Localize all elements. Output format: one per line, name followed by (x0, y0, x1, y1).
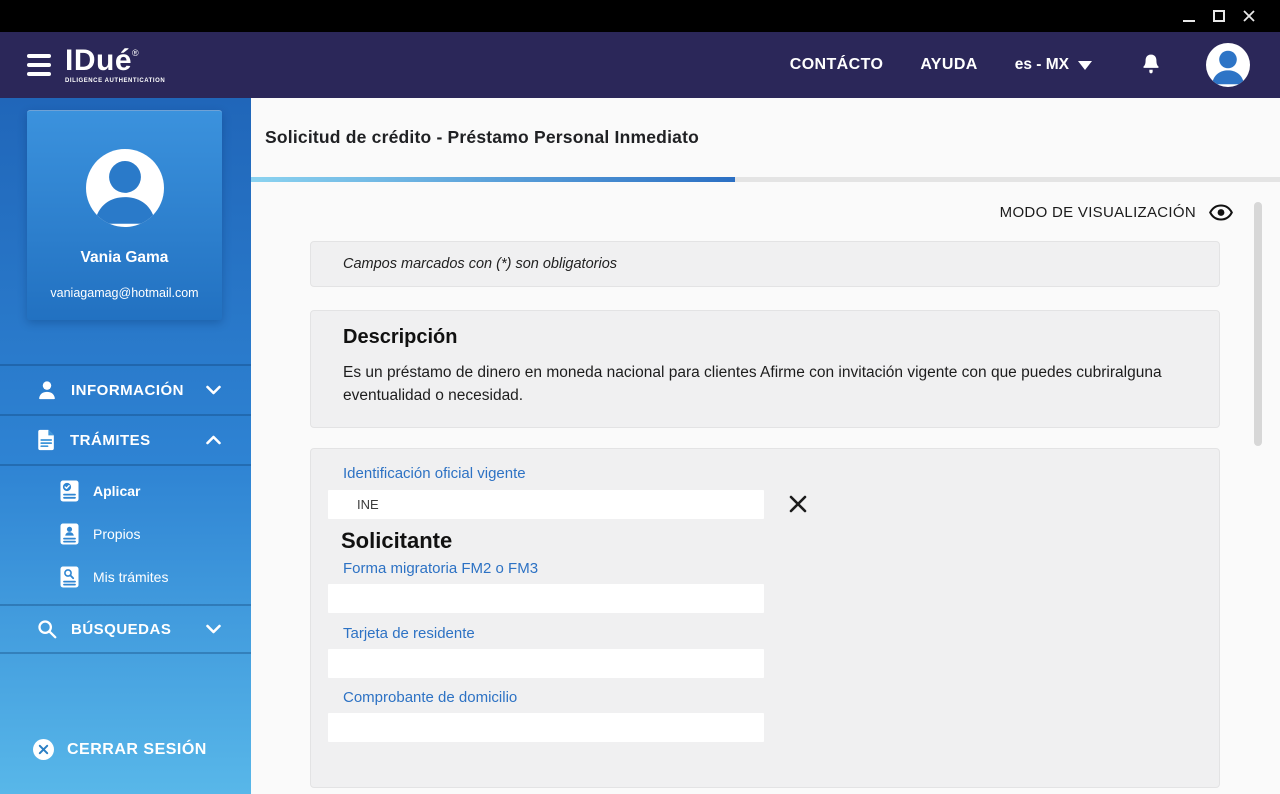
page-title-row (251, 98, 1280, 177)
hamburger-menu-button[interactable] (27, 54, 51, 76)
nav-contacto-link[interactable]: CONTÁCTO (789, 56, 884, 73)
maximize-icon (1213, 10, 1225, 22)
sidebar-subitem-label: Propios (93, 526, 141, 542)
view-mode-label: MODO DE VISUALIZACIÓN (999, 204, 1196, 221)
sidebar-item-informacion[interactable] (0, 364, 251, 414)
comprobante-domicilio-input[interactable] (328, 713, 764, 742)
section-heading-solicitante: Solicitante (341, 527, 453, 553)
identificacion-input[interactable] (328, 490, 764, 519)
required-fields-notice (310, 241, 1220, 287)
chevron-down-icon (1078, 61, 1092, 70)
notifications-button[interactable] (1140, 53, 1162, 77)
notice-text: Campos marcados con (*) son obligatorios (343, 256, 618, 272)
registered-mark: ® (132, 48, 140, 58)
logout-button[interactable] (33, 739, 207, 760)
logo-tagline: DILIGENCE AUTHENTICATION (65, 78, 166, 84)
sidebar-item-label: TRÁMITES (70, 431, 151, 449)
eye-icon (1209, 204, 1233, 221)
sidebar (0, 98, 251, 794)
minimize-button[interactable] (1174, 4, 1204, 28)
os-titlebar (0, 0, 1280, 32)
sidebar-item-label: BÚSQUEDAS (71, 620, 172, 638)
sidebar-item-label: INFORMACIÓN (71, 381, 184, 399)
app-logo (65, 46, 165, 84)
page-title: Solicitud de crédito - Préstamo Personal Inmediato (265, 127, 699, 147)
nav-ayuda-link[interactable]: AYUDA (920, 56, 978, 73)
description-panel (310, 310, 1220, 428)
description-body: Es un préstamo de dinero en moneda nacional para clientes Afirme con invitación vigente con que puedes cubriralguna eventualidad o necesidad. (343, 364, 1162, 405)
maximize-button[interactable] (1204, 4, 1234, 28)
forma-migratoria-input[interactable] (328, 584, 764, 613)
description-heading: Descripción (343, 326, 458, 348)
sidebar-item-tramites[interactable] (0, 414, 251, 464)
profile-avatar (86, 149, 164, 227)
sidebar-subitem-mis-tramites[interactable] (0, 564, 251, 590)
app-header (0, 32, 1280, 98)
scrollbar[interactable] (1254, 202, 1262, 446)
chevron-up-icon (206, 435, 221, 445)
clear-field-button[interactable] (788, 494, 808, 514)
sidebar-subitem-label: Aplicar (93, 483, 141, 499)
card-search-icon (60, 566, 79, 588)
avatar-icon (1206, 43, 1250, 87)
chevron-down-icon (206, 385, 221, 395)
profile-card (27, 110, 222, 320)
close-icon (1242, 9, 1256, 23)
card-user-icon (60, 523, 79, 545)
search-icon (36, 618, 58, 640)
logo-text: IDué® (65, 44, 140, 77)
field-label-identificacion: Identificación oficial vigente (343, 464, 526, 482)
user-icon (36, 379, 58, 401)
view-mode-toggle[interactable] (1209, 204, 1233, 221)
close-circle-icon (33, 739, 54, 760)
avatar-icon (86, 149, 164, 227)
document-icon (36, 429, 57, 451)
user-avatar[interactable] (1206, 43, 1250, 87)
content-body (251, 182, 1280, 794)
field-label-forma-migratoria: Forma migratoria FM2 o FM3 (343, 559, 539, 577)
card-check-icon (60, 480, 79, 502)
close-button[interactable] (1234, 4, 1264, 28)
minimize-icon (1183, 20, 1195, 22)
sidebar-subitem-aplicar[interactable] (0, 478, 251, 504)
language-selector[interactable] (1015, 56, 1092, 74)
chevron-down-icon (206, 624, 221, 634)
language-value: es - MX (1014, 56, 1069, 73)
field-label-comprobante-domicilio: Comprobante de domicilio (343, 688, 518, 706)
tarjeta-residente-input[interactable] (328, 649, 764, 678)
form-panel (310, 448, 1220, 788)
sidebar-menu (0, 364, 251, 654)
sidebar-subitem-propios[interactable] (0, 521, 251, 547)
sidebar-subitem-label: Mis trámites (93, 569, 169, 585)
view-mode-row (251, 204, 1233, 221)
main-content (251, 98, 1280, 794)
profile-name: Vania Gama (80, 249, 169, 266)
field-label-tarjeta-residente: Tarjeta de residente (343, 624, 475, 642)
logout-label: CERRAR SESIÓN (67, 740, 207, 758)
profile-email: vaniagamag@hotmail.com (50, 286, 199, 300)
bell-icon (1140, 53, 1162, 77)
sidebar-item-busquedas[interactable] (0, 604, 251, 654)
tramites-submenu (0, 464, 251, 604)
close-icon (788, 494, 808, 514)
